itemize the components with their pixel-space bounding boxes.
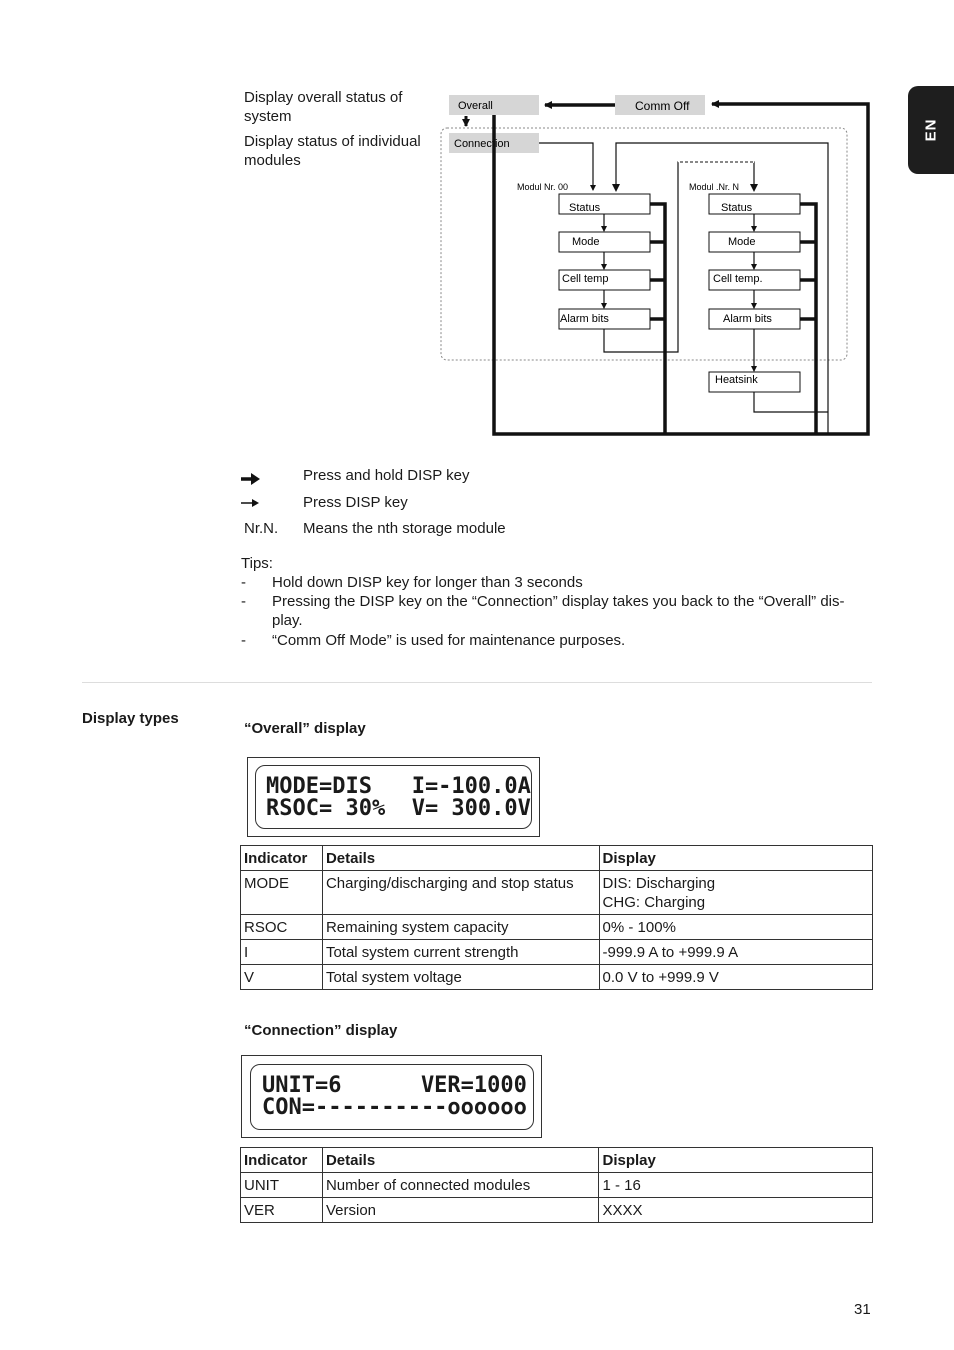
m0-status-label: Status [569, 202, 601, 214]
connection-heading: “Connection” display [244, 1022, 398, 1039]
overall-lcd-line2: RSOC= 30% V= 300.0V [266, 796, 531, 821]
cell-details: Number of connected modules [322, 1173, 599, 1198]
cell-details: Remaining system capacity [322, 915, 599, 940]
cell-details: Total system current strength [322, 940, 599, 965]
header-details: Details [322, 1148, 599, 1173]
mn-cell-label: Cell temp. [713, 273, 763, 285]
overall-heading: “Overall” display [244, 720, 366, 737]
legend-text-hold: Press and hold DISP key [303, 467, 470, 484]
cell-display: 0.0 V to +999.9 V [599, 965, 872, 990]
m0-cell-label: Cell temp [562, 273, 609, 285]
table-header-row [241, 846, 873, 871]
desc-modules: Display status of individual modules [244, 133, 421, 169]
connection-label: Connection [454, 138, 510, 150]
tips-title: Tips: [241, 555, 273, 572]
cell-indicator: I [241, 940, 323, 965]
thin-arrow-icon [240, 496, 264, 510]
tips-dash-3: - [241, 632, 246, 649]
header-display: Display [599, 1148, 873, 1173]
header-display: Display [599, 846, 872, 871]
cell-details: Total system voltage [322, 965, 599, 990]
connection-table [240, 1147, 873, 1223]
page-number: 31 [854, 1301, 871, 1318]
header-indicator: Indicator [241, 1148, 323, 1173]
table-row [241, 1198, 873, 1223]
thick-arrow-icon [240, 470, 264, 488]
tips-dash-2: - [241, 593, 246, 610]
m0-mode-label: Mode [572, 236, 600, 248]
m0-alarm-label: Alarm bits [560, 313, 609, 325]
legend-text-nrn: Means the nth storage module [303, 520, 506, 537]
overall-lcd [247, 757, 540, 837]
cell-details: Version [322, 1198, 599, 1223]
table-header-row [241, 1148, 873, 1173]
legend-text-press: Press DISP key [303, 494, 408, 511]
mn-status-label: Status [721, 202, 753, 214]
cell-indicator: RSOC [241, 915, 323, 940]
modul-00-label: Modul Nr. 00 [517, 182, 569, 192]
cell-details: Charging/discharging and stop status [322, 871, 599, 915]
comm-off-label: Comm Off [635, 99, 690, 113]
table-row [241, 940, 873, 965]
connection-lcd [241, 1055, 542, 1138]
tip-item-3: “Comm Off Mode” is used for maintenance purposes. [272, 632, 626, 649]
connection-lcd-line1: UNIT=6 VER=1000 [262, 1073, 527, 1098]
desc-overall: Display overall status of system [244, 89, 403, 125]
tips-dash-1: - [241, 574, 246, 591]
cell-display: -999.9 A to +999.9 A [599, 940, 872, 965]
table-row [241, 1173, 873, 1198]
cell-display: 0% - 100% [599, 915, 872, 940]
overall-label: Overall [458, 100, 493, 112]
cell-indicator: UNIT [241, 1173, 323, 1198]
overall-lcd-line1: MODE=DIS I=-100.0A [266, 774, 531, 799]
flow-diagram [0, 0, 954, 450]
cell-indicator: VER [241, 1198, 323, 1223]
connection-lcd-line2: CON=----------oooooo [262, 1095, 527, 1120]
mn-mode-label: Mode [728, 236, 756, 248]
cell-indicator: MODE [241, 871, 323, 915]
table-row [241, 965, 873, 990]
legend-key-nrn: Nr.N. [244, 520, 279, 537]
language-tab-label: EN [922, 118, 940, 142]
cell-display: 1 - 16 [599, 1173, 873, 1198]
overall-table [240, 845, 873, 990]
section-divider [82, 682, 872, 683]
cell-indicator: V [241, 965, 323, 990]
table-row [241, 871, 873, 915]
header-details: Details [322, 846, 599, 871]
section-title: Display types [82, 710, 179, 727]
tip-item-1: Hold down DISP key for longer than 3 seconds [272, 574, 583, 591]
heatsink-label: Heatsink [715, 374, 758, 386]
header-indicator: Indicator [241, 846, 323, 871]
cell-display: DIS: Discharging CHG: Charging [599, 871, 872, 915]
cell-display: XXXX [599, 1198, 873, 1223]
tip-item-2: Pressing the DISP key on the “Connection” display takes you back to the “Overall” dis-play. [272, 593, 845, 629]
table-row [241, 915, 873, 940]
modul-n-label: Modul .Nr. N [689, 182, 740, 192]
mn-alarm-label: Alarm bits [723, 313, 772, 325]
